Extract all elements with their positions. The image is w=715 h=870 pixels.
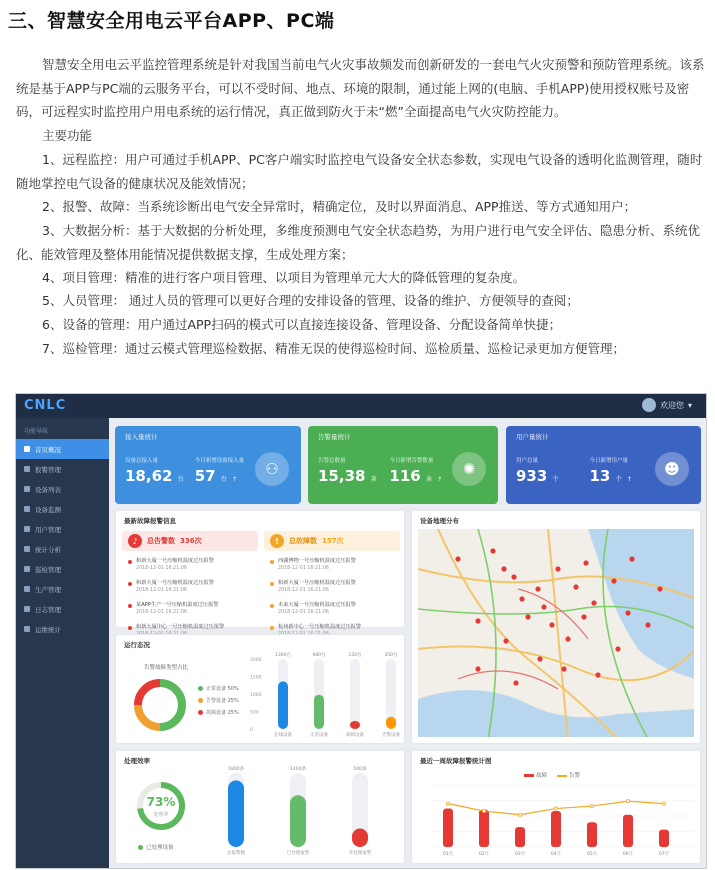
- functions-title: 主要功能: [42, 128, 93, 143]
- map-marker[interactable]: [513, 680, 518, 685]
- bar-3[interactable]: [350, 721, 360, 729]
- sidebar-item-5[interactable]: [16, 519, 109, 539]
- alert-text: 和新大厦一号压缩机温度过压报警: [136, 558, 214, 564]
- stat-total-label: 用户总量: [516, 458, 539, 464]
- menu-icon: [24, 626, 30, 632]
- list-item[interactable]: [270, 579, 410, 601]
- alarm-count: 336次: [180, 537, 202, 545]
- alarm-point[interactable]: [662, 802, 665, 805]
- sidebar-item-label: 设备监测: [35, 505, 61, 514]
- map-marker[interactable]: [645, 622, 650, 627]
- status-dot: [270, 626, 274, 630]
- alert-time: 2018-12-01 16:21:06: [278, 566, 329, 571]
- trend-title: 最近一周故障报警统计图: [420, 757, 492, 765]
- legend-alarm-label: 告警: [569, 773, 581, 779]
- sidebar-item-8[interactable]: [16, 579, 109, 599]
- legend-fault: [524, 771, 547, 779]
- efficiency-title: 处理效率: [124, 757, 150, 765]
- donut-legend-item: [198, 685, 239, 692]
- legend-dot: [198, 686, 203, 691]
- sidebar-item-6[interactable]: [16, 539, 109, 559]
- fault-count: 157次: [322, 537, 344, 545]
- bar-2[interactable]: [290, 795, 306, 847]
- stat-total-unit: 台: [177, 476, 184, 483]
- map-panel: [411, 510, 701, 744]
- map-marker[interactable]: [629, 556, 634, 561]
- fault-summary: [264, 531, 400, 551]
- stat-title: 用户量统计: [516, 433, 549, 441]
- bar-value-label: 980台: [312, 653, 326, 658]
- map-marker[interactable]: [625, 610, 630, 615]
- y-tick-label: 1000: [250, 693, 262, 698]
- fault-bar[interactable]: [443, 809, 453, 847]
- alarm-bell-icon: ♪: [128, 534, 142, 548]
- bar-2[interactable]: [314, 695, 324, 729]
- alarm-icon: ✺: [452, 452, 486, 486]
- sidebar-item-9[interactable]: [16, 599, 109, 619]
- bar-value-label: 1400条: [290, 767, 306, 772]
- sidebar: [16, 418, 109, 868]
- donut-slice: [138, 683, 160, 705]
- menu-icon: [24, 526, 30, 532]
- map-panel-title: 设备地理分布: [420, 517, 459, 525]
- bar-value-label: 1360台: [275, 653, 291, 658]
- fault-bar[interactable]: [515, 827, 525, 847]
- sidebar-item-7[interactable]: [16, 559, 109, 579]
- fault-bar[interactable]: [623, 815, 633, 847]
- x-tick-label: 07月: [658, 852, 670, 857]
- map-marker[interactable]: [615, 646, 620, 651]
- donut-slice: [138, 705, 160, 727]
- fault-bar[interactable]: [551, 811, 561, 847]
- map-marker[interactable]: [490, 548, 495, 553]
- trend-chart: [418, 779, 698, 865]
- map-marker[interactable]: [555, 566, 560, 571]
- map-marker[interactable]: [535, 586, 540, 591]
- stat-card-2[interactable]: [308, 426, 498, 504]
- sidebar-item-label: 统计分析: [35, 545, 61, 554]
- alert-time: 2018-12-01 16:21:06: [136, 566, 187, 571]
- chevron-down-icon: ▾: [687, 400, 692, 410]
- trend-legend: [524, 771, 580, 779]
- map-marker[interactable]: [525, 614, 530, 619]
- legend-alarm: [557, 771, 580, 779]
- menu-icon: [24, 546, 30, 552]
- y-tick-label: 0: [250, 728, 253, 733]
- donut-slice: [160, 683, 182, 727]
- alert-text: 杭州新中心一号压缩机温度过压报警: [278, 624, 362, 630]
- page-heading: 三、智慧安全用电云平台APP、PC端: [8, 10, 335, 32]
- legend-label: 故障设备 25%: [206, 710, 239, 716]
- x-tick-label: 01月: [442, 852, 454, 857]
- x-tick-label: 04月: [550, 852, 562, 857]
- stat-total-unit: 条: [370, 476, 377, 483]
- avatar: [642, 398, 656, 412]
- trend-panel: [411, 750, 701, 864]
- donut-title: 告警故障类型占比: [144, 665, 189, 671]
- stat-title: 告警量统计: [318, 433, 351, 441]
- arrow-up-icon: ↑: [626, 476, 632, 483]
- alarm-point[interactable]: [554, 807, 557, 810]
- legend-fault-label: 故障: [536, 773, 548, 779]
- bar-4[interactable]: [386, 717, 396, 729]
- user-icon: ☻: [655, 452, 689, 486]
- stat-today-value: 116: [389, 467, 421, 485]
- list-item[interactable]: [128, 557, 268, 579]
- donut-legend-item: [198, 697, 239, 704]
- bar-category-label: 未处理报警: [348, 851, 372, 856]
- map-drawing: [418, 529, 694, 737]
- map-marker[interactable]: [503, 638, 508, 643]
- alert-text: 某APP生产一号压缩机温度过压报警: [136, 602, 219, 608]
- alert-text: 西湖博物一号压缩机温度过压报警: [278, 558, 356, 564]
- stat-total-value: 18,62: [125, 467, 173, 485]
- stat-card-3[interactable]: [506, 426, 701, 504]
- alert-time: 2018-12-01 16:21:06: [278, 588, 329, 593]
- stat-total-value: 933: [516, 467, 548, 485]
- sidebar-item-4[interactable]: [16, 499, 109, 519]
- map-marker[interactable]: [565, 636, 570, 641]
- bar-track: [350, 659, 360, 729]
- x-tick-label: 03月: [514, 852, 526, 857]
- menu-icon: [24, 486, 30, 492]
- alert-time: 2018-12-01 16:21:06: [278, 610, 329, 615]
- function-item-6: 6、设备的管理：用户通过APP扫码的模式可以直接连接设备、管理设备、分配设备简单快捷；: [42, 317, 562, 332]
- bar-value-label: 1800条: [228, 767, 244, 772]
- type-donut: [130, 675, 190, 735]
- fault-bar[interactable]: [659, 830, 669, 847]
- bar-category-label: 告警设备: [382, 733, 400, 738]
- map-marker[interactable]: [549, 622, 554, 627]
- intro-paragraph: 智慧安全用电云平监控管理系统是针对我国当前电气火灾事故频发而创新研发的一套电气火灾预警和预防管理系统。该系统是基于APP与PC端的云服务平台，可以不受时间、地点、环境的限制，通过能上网的(电脑、手机APP)使用授权账号及密码，可远程实时监控用户用电系统的运行情况，真正做到防火于未“燃”全面提高电气火灾防控能力。: [16, 57, 705, 120]
- alert-time: 2018-12-01 16:21:06: [136, 588, 187, 593]
- rate-legend-label: 已处理设备: [146, 845, 174, 851]
- fault-count-label: 总故障数: [289, 537, 317, 545]
- legend-dot: [198, 710, 203, 715]
- menu-icon: [24, 566, 30, 572]
- device-icon: ⚇: [255, 452, 289, 486]
- map-marker[interactable]: [611, 578, 616, 583]
- menu-icon: [24, 506, 30, 512]
- function-item-3: 3、大数据分析：基于大数据的分析处理，多维度预测电气安全状态趋势，为用户进行电气安全评估、隐患分析、系统优化、能效管理及整体用能情况提供数据支撑，生成处理方案；: [16, 223, 700, 262]
- sidebar-item-label: 设备列表: [35, 485, 61, 494]
- fault-bar[interactable]: [587, 822, 597, 847]
- status-dot: [270, 604, 274, 608]
- legend-label: 正常设备 50%: [206, 686, 239, 692]
- sidebar-item-label: 生产管理: [35, 585, 61, 594]
- rate-sub: 处理率: [153, 812, 169, 818]
- stat-total-unit: 个: [552, 476, 559, 483]
- efficiency-bar-chart: [208, 761, 398, 861]
- status-dot: [270, 582, 274, 586]
- function-item-4: 4、项目管理：精准的进行客户项目管理、以项目为管理单元大大的降低管理的复杂度。: [42, 270, 525, 285]
- y-tick-label: 2000: [250, 658, 262, 663]
- bar-category-label: 已处理报警: [286, 851, 310, 856]
- rate-percent: 73%: [146, 795, 176, 809]
- sidebar-item-10[interactable]: [16, 619, 109, 639]
- map-marker[interactable]: [537, 656, 542, 661]
- bar-category-label: 故障设备: [346, 733, 364, 738]
- bar-value-label: 350台: [384, 653, 398, 658]
- sidebar-item-label: 首页概况: [35, 445, 61, 454]
- alert-text: 和新大厦中心一号压缩机温度过压报警: [136, 624, 225, 630]
- menu-icon: [24, 446, 30, 452]
- donut-legend-item: [198, 709, 239, 716]
- bar-category-label: 正常设备: [310, 733, 328, 738]
- platform-screenshot: [15, 393, 707, 869]
- map-marker[interactable]: [511, 574, 516, 579]
- alert-time: 2018-12-01 16:21:06: [136, 610, 187, 615]
- sidebar-item-3[interactable]: [16, 479, 109, 499]
- sidebar-item-label: 用户管理: [35, 525, 61, 534]
- sidebar-item-1[interactable]: [16, 439, 109, 459]
- list-item[interactable]: [270, 557, 410, 579]
- legend-label: 告警设备 25%: [206, 698, 239, 704]
- status-dot: [128, 626, 132, 630]
- map-marker[interactable]: [657, 586, 662, 591]
- stat-card-1[interactable]: [115, 426, 301, 504]
- status-dot: [128, 604, 132, 608]
- bar-3[interactable]: [352, 829, 368, 848]
- sidebar-item-label: 运维统计: [35, 625, 61, 634]
- map-marker[interactable]: [455, 556, 460, 561]
- bar-1[interactable]: [278, 681, 288, 729]
- stat-today-label: 今日新增用户量: [589, 458, 629, 464]
- y-tick-label: 1500: [250, 675, 262, 681]
- run-status-title: 运行态况: [124, 641, 150, 649]
- run-status-panel: [115, 634, 405, 744]
- menu-icon: [24, 586, 30, 592]
- alarm-count-label: 总告警数: [147, 537, 175, 545]
- sidebar-item-label: 报警管理: [35, 465, 61, 474]
- list-item[interactable]: [128, 601, 268, 623]
- alert-text: 和新大厦一号压缩机温度过压报警: [278, 580, 356, 586]
- list-item[interactable]: [128, 579, 268, 601]
- stat-today-label: 今日新增设备接入量: [194, 458, 245, 464]
- map-marker[interactable]: [581, 614, 586, 619]
- menu-icon: [24, 606, 30, 612]
- status-dot: [270, 560, 274, 564]
- x-tick-label: 02月: [478, 852, 490, 857]
- user-name: 欢迎您: [659, 400, 684, 410]
- bar-1[interactable]: [228, 780, 244, 847]
- map-marker[interactable]: [591, 600, 596, 605]
- alarm-point[interactable]: [518, 813, 521, 816]
- x-tick-label: 05月: [586, 852, 598, 857]
- map-marker[interactable]: [475, 618, 480, 623]
- device-map[interactable]: [418, 529, 694, 737]
- status-dot: [128, 582, 132, 586]
- arrow-up-icon: ↑: [232, 476, 238, 483]
- alarm-point[interactable]: [482, 809, 485, 812]
- alarm-summary: [122, 531, 258, 551]
- function-item-5: 5、人员管理： 通过人员的管理可以更好合理的安排设备的管理、设备的维护、方便领导的查阅；: [42, 293, 579, 308]
- top-bar: [16, 394, 706, 418]
- map-marker[interactable]: [595, 672, 600, 677]
- sidebar-title: 功能导航: [24, 428, 49, 435]
- arrow-up-icon: ↑: [437, 476, 443, 483]
- alarm-point[interactable]: [446, 802, 449, 805]
- function-item-2: 2、报警、故障：当系统诊断出电气安全异常时，精确定位，及时以界面消息、APP推送、等方式通知用户；: [42, 199, 637, 214]
- bar-value-label: 230台: [348, 653, 362, 658]
- stat-today-value: 57: [194, 467, 216, 485]
- map-marker[interactable]: [573, 584, 578, 589]
- stat-today-unit: 个: [615, 476, 622, 483]
- alarm-point[interactable]: [590, 804, 593, 807]
- stat-today-unit: 台: [220, 476, 227, 483]
- bar-value-label: 500条: [353, 767, 367, 772]
- map-marker[interactable]: [583, 560, 588, 565]
- y-tick-label: 500: [250, 710, 259, 716]
- brand-logo: CNLC: [24, 398, 67, 413]
- run-bar-chart: [250, 645, 400, 741]
- legend-dot: [198, 698, 203, 703]
- menu-icon: [24, 466, 30, 472]
- sidebar-item-label: 日志管理: [35, 605, 61, 614]
- bar-category-label: 总报警数: [227, 851, 245, 856]
- stat-total-label: 告警总数量: [318, 458, 346, 464]
- stat-today-label: 今日新增告警数量: [389, 458, 434, 464]
- warning-icon: !: [270, 534, 284, 548]
- efficiency-panel: [115, 750, 405, 864]
- stat-title: 接入量统计: [125, 433, 158, 441]
- sidebar-item-label: 巡检管理: [35, 565, 61, 574]
- map-marker[interactable]: [501, 566, 506, 571]
- rate-legend-dot: [138, 845, 143, 850]
- map-marker[interactable]: [475, 666, 480, 671]
- x-tick-label: 06月: [622, 852, 634, 857]
- map-marker[interactable]: [519, 596, 524, 601]
- function-item-7: 7、巡检管理：通过云模式管理巡检数据、精准无误的使得巡检时间、巡检质量、巡检记录更加方便管理；: [42, 341, 625, 356]
- fault-bar[interactable]: [479, 810, 489, 847]
- alarm-panel: [115, 510, 405, 628]
- stat-total-label: 设备总接入量: [125, 458, 159, 464]
- sidebar-item-2[interactable]: [16, 459, 109, 479]
- stat-today-value: 13: [589, 467, 611, 485]
- alarm-point[interactable]: [626, 800, 629, 803]
- map-marker[interactable]: [561, 666, 566, 671]
- alert-text: 和新大厦一号压缩机温度过压报警: [136, 580, 214, 586]
- map-marker[interactable]: [541, 604, 546, 609]
- stat-today-unit: 条: [425, 476, 432, 483]
- alert-text: 未来大厦一号压缩机温度过压报警: [278, 602, 356, 608]
- rate-legend: [138, 843, 174, 851]
- user-menu[interactable]: [642, 398, 692, 412]
- stat-total-value: 15,38: [318, 467, 366, 485]
- function-item-1: 1、远程监控：用户可通过手机APP、PC客户端实时监控电气设备安全状态参数，实现电气设备的透明化监测管理，随时随地掌控电气设备的健康状况及能效情况；: [16, 152, 703, 191]
- status-dot: [128, 560, 132, 564]
- bar-category-label: 在线设备: [274, 733, 292, 738]
- alarm-panel-title: 最新故障报警信息: [124, 517, 176, 525]
- list-item[interactable]: [270, 601, 410, 623]
